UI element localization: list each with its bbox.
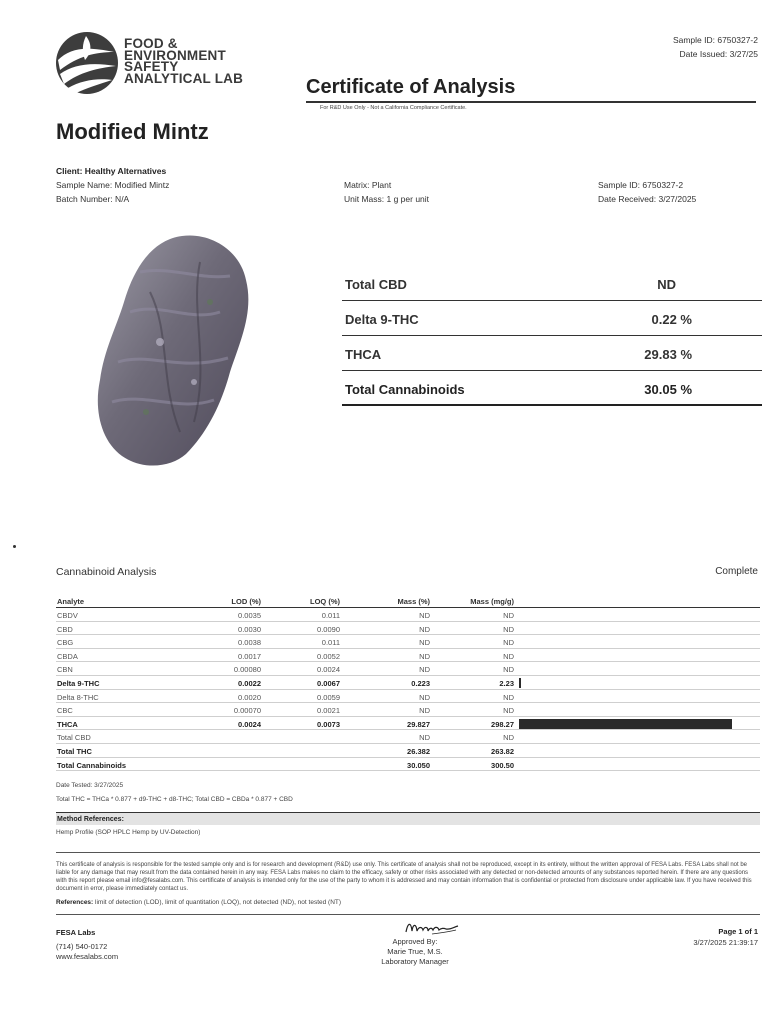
matrix: Matrix: Plant	[344, 180, 392, 190]
date-received: Date Received: 3/27/2025	[598, 194, 697, 204]
cell-mass-mg: ND	[503, 611, 514, 620]
table-row	[56, 635, 760, 649]
sample-id: Sample ID: 6750327-2	[598, 180, 684, 190]
approval-block	[350, 937, 480, 967]
header-mass-pct: Mass (%)	[397, 597, 430, 606]
potency-bar	[519, 678, 521, 688]
total-formula: Total THC = THCa * 0.877 + d9-THC + d8-THC; Total CBD = CBDa * 0.877 + CBD	[56, 796, 293, 803]
product-name: Modified Mintz	[56, 119, 209, 144]
signature-image	[402, 918, 462, 938]
client-name: Client: Healthy Alternatives	[56, 166, 167, 176]
summary-label: THCA	[345, 347, 382, 362]
summary-value: 29.83 %	[644, 347, 692, 362]
cell-mass-mg: ND	[503, 692, 514, 702]
summary-label: Total Cannabinoids	[345, 382, 465, 397]
lab-name-line: FOOD &	[124, 36, 178, 51]
cell-loq: 0.0073	[317, 719, 340, 729]
potency-bar	[519, 719, 732, 729]
analysis-status: Complete	[715, 566, 758, 577]
cell-lod: 0.0020	[238, 692, 261, 702]
cell-mass-pct: ND	[419, 638, 430, 648]
cell-lod: 0.0017	[238, 651, 261, 661]
scan-speck	[13, 545, 16, 548]
references-text: limit of detection (LOD), limit of quantitation (LOQ), not detected (ND), not tested (NT)	[93, 899, 342, 906]
cell-analyte: CBDV	[57, 611, 78, 620]
title-divider	[306, 101, 756, 103]
cell-mass-pct: ND	[419, 624, 430, 634]
cell-lod: 0.0030	[238, 624, 261, 634]
cell-loq: 0.011	[321, 638, 340, 648]
table-row	[56, 703, 760, 717]
footer-phone: (714) 540-0172	[56, 942, 108, 951]
summary-value: 0.22 %	[651, 312, 692, 327]
batch-number: Batch Number: N/A	[56, 194, 130, 204]
references-label: References:	[56, 899, 94, 906]
cell-lod: 0.00070	[233, 706, 261, 716]
cannabinoid-table	[56, 594, 760, 771]
header-mass-mg: Mass (mg/g)	[470, 597, 514, 606]
cell-mass-mg: ND	[503, 624, 514, 634]
table-row	[56, 662, 760, 676]
table-body	[56, 608, 760, 771]
report-timestamp: 3/27/2025 21:39:17	[693, 938, 758, 947]
cell-mass-mg: 263.82	[491, 746, 514, 756]
summary-row-total-cannabinoids	[342, 371, 762, 406]
cell-lod: 0.0038	[238, 638, 261, 648]
lab-name-line: ANALYTICAL LAB	[124, 70, 244, 86]
approver-name: Marie True, M.S.	[387, 947, 443, 956]
header-loq: LOQ (%)	[310, 597, 340, 606]
cell-lod: 0.0022	[238, 678, 261, 688]
summary-row-total-cbd	[342, 266, 762, 301]
page-number: Page 1 of 1	[718, 927, 758, 936]
cell-mass-mg: ND	[503, 706, 514, 716]
cell-analyte: CBDA	[57, 651, 78, 661]
divider	[56, 914, 760, 915]
header-sample-id: Sample ID: 6750327-2	[672, 35, 758, 45]
cell-loq: 0.0090	[317, 624, 340, 634]
cell-mass-pct: 26.382	[407, 746, 430, 756]
table-row	[56, 622, 760, 636]
cell-analyte: CBD	[57, 624, 73, 634]
summary-label: Total CBD	[345, 277, 407, 292]
cell-lod: 0.00080	[233, 665, 261, 675]
table-row	[56, 690, 760, 704]
table-row	[56, 717, 760, 731]
footer-company: FESA Labs	[56, 928, 96, 937]
cell-mass-mg: 300.50	[491, 760, 514, 770]
cell-mass-mg: ND	[503, 638, 514, 648]
cell-analyte: CBG	[57, 638, 74, 648]
product-photo	[90, 232, 258, 472]
table-row	[56, 744, 760, 758]
table-row	[56, 608, 760, 622]
table-row	[56, 758, 760, 772]
cell-mass-mg: 298.27	[491, 719, 514, 729]
cell-analyte: CBC	[57, 706, 73, 716]
cell-loq: 0.0024	[317, 665, 340, 675]
divider	[56, 852, 760, 853]
references	[56, 899, 341, 906]
cell-mass-pct: ND	[419, 733, 430, 743]
table-row	[56, 676, 760, 690]
cell-mass-mg: ND	[503, 651, 514, 661]
cell-mass-pct: 29.827	[407, 719, 430, 729]
approver-title: Laboratory Manager	[381, 957, 449, 966]
summary-row-delta9-thc	[342, 301, 762, 336]
matrix-info	[344, 178, 429, 206]
compliance-note: For R&D Use Only - Not a California Compliance Certificate.	[320, 105, 467, 111]
cell-analyte: Delta 8-THC	[57, 692, 99, 702]
cell-mass-pct: ND	[419, 692, 430, 702]
table-row	[56, 649, 760, 663]
method-references-heading: Method References:	[56, 812, 760, 825]
cell-analyte: THCA	[57, 719, 78, 729]
lab-contact	[56, 928, 118, 962]
cell-analyte: Total Cannabinoids	[57, 760, 127, 770]
lab-logo-icon	[52, 30, 122, 96]
disclaimer: This certificate of analysis is responsible for the tested sample only and is for research and development (R&D) use only. This certificate of analysis shall not be reproduced, except in its entirety, without the written approval of FESA Labs. FESA Labs shall not be liable for any damage that may result from the data contained herein in any way. FESA Labs makes no claim to the efficacy, safety or other risks associated with any detected or non-detected amounts of any substances reported herein. If there are any questions with this report please email info@fesalabs.com. This certificate of analysis is intended only for the use of the party to whom it is addressed and may contain information that is confidential or protected from disclosure under applicable law. If you have received this document in error, please immediately contact us.	[56, 862, 752, 892]
summary-label: Delta 9-THC	[345, 312, 419, 327]
summary-value: 30.05 %	[644, 382, 692, 397]
lab-name-line: SAFETY	[124, 59, 179, 74]
sample-name: Sample Name: Modified Mintz	[56, 180, 170, 190]
table-header	[56, 594, 760, 608]
header-lod: LOD (%)	[231, 597, 261, 606]
cell-analyte: Delta 9-THC	[57, 678, 100, 688]
cell-mass-pct: ND	[419, 651, 430, 661]
header-meta	[673, 33, 758, 61]
lab-name	[124, 38, 243, 84]
method-references-body: Hemp Profile (SOP HPLC Hemp by UV-Detection)	[56, 829, 201, 836]
client-info	[56, 164, 169, 206]
cell-mass-pct: ND	[419, 611, 430, 620]
cell-lod: 0.0024	[238, 719, 261, 729]
cell-mass-pct: 0.223	[411, 678, 430, 688]
cell-loq: 0.0059	[317, 692, 340, 702]
date-tested: Date Tested: 3/27/2025	[56, 782, 124, 789]
cell-lod: 0.0035	[238, 611, 261, 620]
cell-loq: 0.0052	[317, 651, 340, 661]
document-title: Certificate of Analysis	[306, 76, 516, 98]
table-row	[56, 730, 760, 744]
cell-analyte: Total THC	[57, 746, 92, 756]
summary-row-thca	[342, 336, 762, 371]
cell-loq: 0.0021	[317, 706, 340, 716]
header-analyte: Analyte	[57, 597, 85, 606]
cell-mass-pct: ND	[419, 665, 430, 675]
lab-name-line: ENVIRONMENT	[124, 47, 226, 63]
cell-loq: 0.0067	[317, 678, 340, 688]
potency-summary	[342, 266, 762, 406]
cell-mass-mg: ND	[503, 665, 514, 675]
page-info	[693, 926, 758, 948]
cell-mass-pct: ND	[419, 706, 430, 716]
unit-mass: Unit Mass: 1 g per unit	[344, 194, 430, 204]
cell-mass-mg: 2.23	[499, 678, 514, 688]
cell-analyte: CBN	[57, 665, 73, 675]
analysis-title: Cannabinoid Analysis	[56, 566, 157, 578]
cell-analyte: Total CBD	[57, 733, 91, 743]
cell-loq: 0.011	[321, 611, 340, 620]
summary-value: ND	[657, 277, 676, 292]
footer-website: www.fesalabs.com	[56, 952, 119, 961]
header-date-issued: Date Issued: 3/27/25	[679, 49, 758, 59]
cell-mass-pct: 30.050	[407, 760, 430, 770]
sample-info	[598, 178, 696, 206]
cell-mass-mg: ND	[503, 733, 514, 743]
approved-by-label: Approved By:	[392, 937, 438, 946]
